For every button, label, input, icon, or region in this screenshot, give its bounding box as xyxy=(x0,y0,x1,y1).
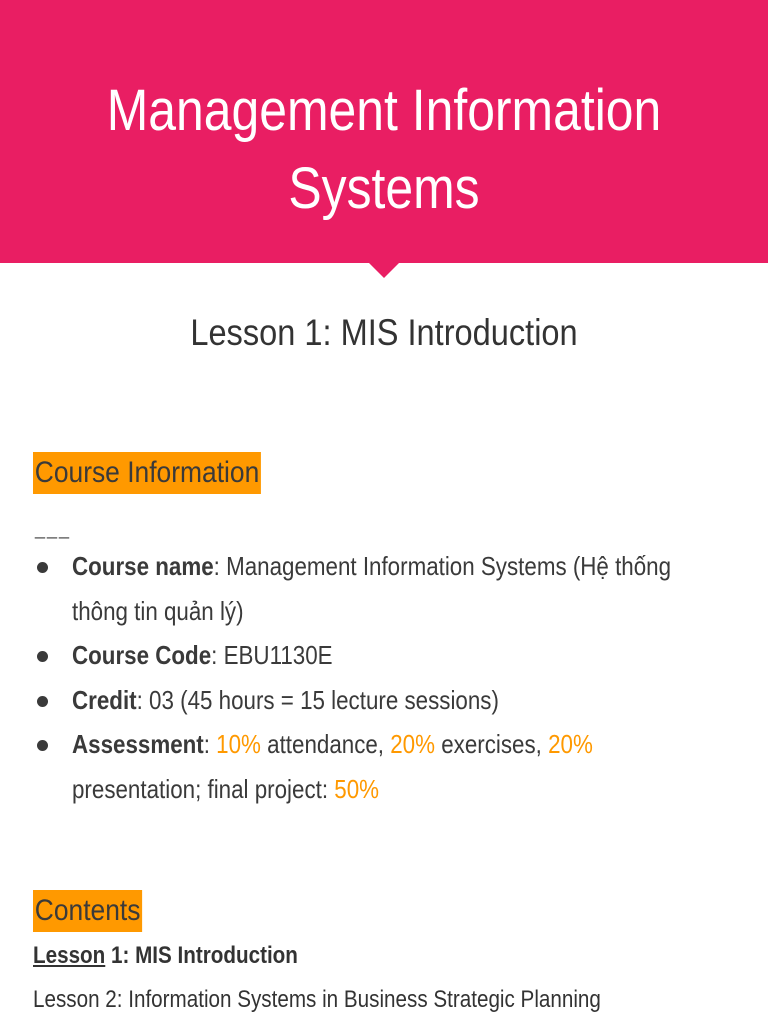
bullet-icon xyxy=(37,696,48,707)
course-name-value-line1: Management Information Systems (Hệ thống xyxy=(226,551,672,581)
separator: : xyxy=(136,684,150,715)
title-banner xyxy=(0,0,768,263)
attendance-text: attendance, xyxy=(260,729,391,759)
title-line-2: Systems xyxy=(288,156,480,221)
attendance-percent: 10% xyxy=(216,729,261,759)
course-information-heading: Course Information xyxy=(33,452,261,494)
contents-heading: Contents xyxy=(33,890,142,932)
lesson-1-link[interactable] xyxy=(33,942,298,970)
lesson-1-link-rest[interactable]: 1: MIS Introduction xyxy=(105,942,298,969)
title-line-1: Management Information xyxy=(106,78,662,143)
exercises-percent: 20% xyxy=(390,729,436,759)
exercises-text: exercises, xyxy=(435,729,549,759)
presentation-percent: 20% xyxy=(548,729,593,759)
course-info-list xyxy=(33,544,723,811)
presentation-text: presentation; final project: xyxy=(72,773,335,804)
bullet-icon xyxy=(37,562,48,573)
page-title xyxy=(54,72,714,228)
list-item-assessment xyxy=(33,722,723,811)
final-project-percent: 50% xyxy=(334,773,380,804)
separator: : xyxy=(203,729,217,759)
separator: : xyxy=(213,551,227,581)
banner-pointer xyxy=(368,262,400,278)
lesson-2-item: Lesson 2: Information Systems in Business Strategic Planning xyxy=(33,986,601,1013)
list-item-course-code xyxy=(33,633,723,678)
course-name-label: Course name xyxy=(72,551,214,581)
course-code-label: Course Code xyxy=(72,640,212,670)
lesson-subtitle: Lesson 1: MIS Introduction xyxy=(190,312,578,353)
lesson-1-link-underlined[interactable]: Lesson xyxy=(33,942,106,969)
section-divider: ___ xyxy=(35,519,72,539)
course-code-value: EBU1130E xyxy=(223,640,333,670)
credit-value: 03 (45 hours = 15 lecture sessions) xyxy=(149,684,499,715)
assessment-label: Assessment xyxy=(72,729,204,759)
course-name-value-line2: thông tin quản lý) xyxy=(72,595,244,626)
credit-label: Credit xyxy=(72,684,137,715)
separator: : xyxy=(211,640,224,670)
list-item-credit xyxy=(33,678,723,723)
bullet-icon xyxy=(37,651,48,662)
list-item-course-name xyxy=(33,544,723,633)
bullet-icon xyxy=(37,740,48,751)
